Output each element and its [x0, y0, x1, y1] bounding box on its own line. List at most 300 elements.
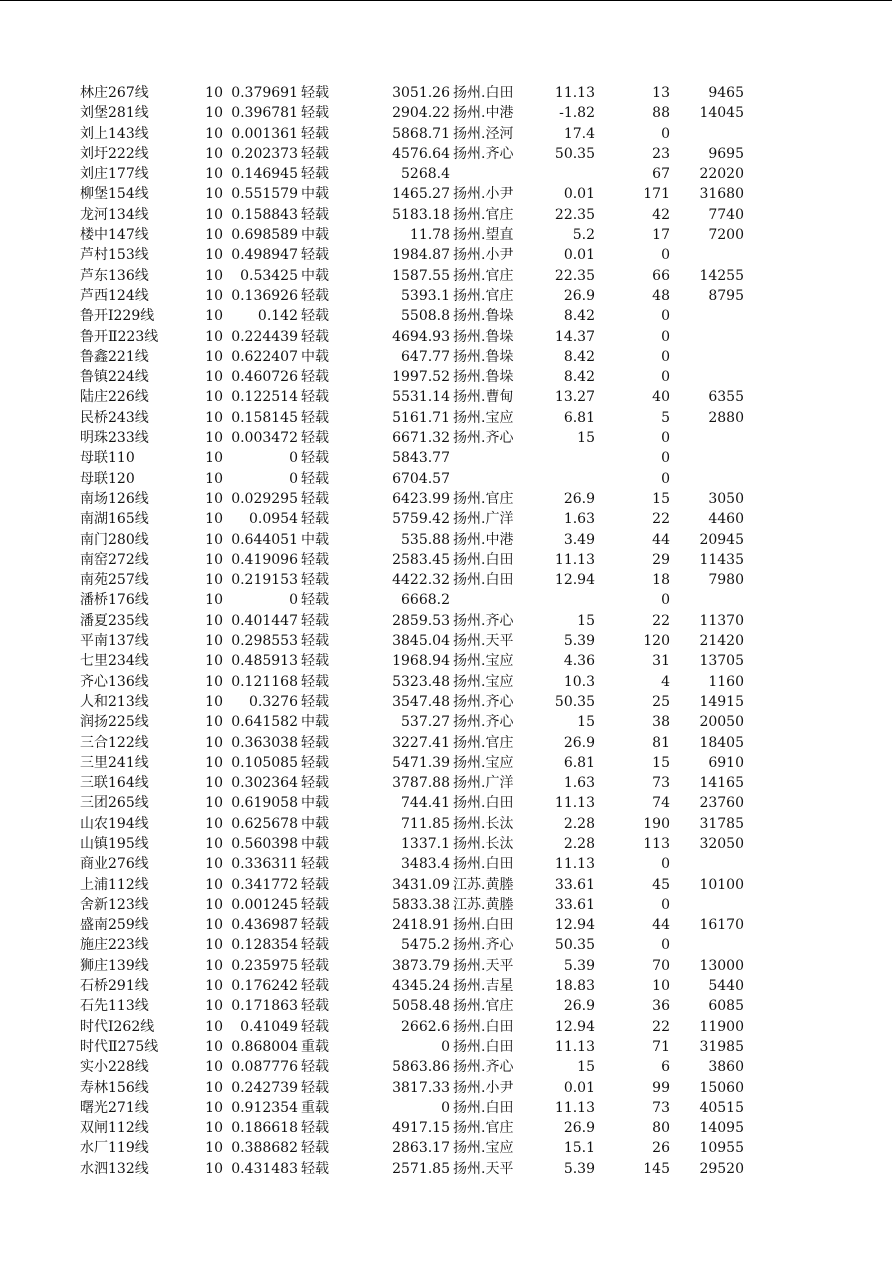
substation-cell: 扬州.官庄 [453, 490, 514, 507]
capacity-margin-cell: 4576.64 [392, 145, 450, 162]
load-status-cell: 轻载 [301, 247, 329, 264]
count-cell: 81 [652, 734, 670, 751]
substation-cell: 扬州.广洋 [453, 775, 514, 792]
substation-cell: 扬州.白田 [453, 85, 514, 101]
amount-cell: 11435 [699, 551, 744, 568]
amount-cell: 14045 [699, 105, 744, 122]
ratio-cell: 11.13 [554, 856, 595, 873]
ratio-cell: 5.39 [563, 957, 595, 974]
line-name-cell: 石桥291线 [80, 978, 149, 995]
load-status-cell: 重载 [301, 1038, 329, 1055]
load-status-cell: 轻载 [301, 125, 329, 142]
line-name-cell: 舍新123线 [80, 896, 149, 913]
count-cell: 113 [643, 835, 670, 852]
substation-cell: 扬州.鲁垛 [453, 328, 514, 345]
load-status-cell: 轻载 [301, 1018, 329, 1035]
voltage-cell: 10 [205, 754, 223, 771]
load-status-cell: 轻载 [301, 937, 329, 954]
load-rate-cell: 0.302364 [231, 775, 298, 792]
load-rate-cell: 0.379691 [231, 85, 298, 101]
line-name-cell: 时代Ⅰ262线 [80, 1018, 155, 1035]
load-status-cell: 轻载 [301, 978, 329, 995]
load-rate-cell: 0 [289, 470, 298, 487]
line-name-cell: 鲁镇224线 [80, 369, 149, 386]
substation-cell: 扬州.中港 [453, 105, 514, 122]
line-name-cell: 龙河134线 [80, 206, 149, 223]
load-status-cell: 轻载 [301, 592, 329, 609]
load-status-cell: 轻载 [301, 754, 329, 771]
load-status-cell: 轻载 [301, 389, 329, 406]
line-name-cell: 陆庄226线 [80, 389, 149, 406]
capacity-margin-cell: 4694.93 [392, 328, 450, 345]
load-status-cell: 轻载 [301, 85, 329, 101]
voltage-cell: 10 [205, 917, 223, 934]
load-rate-cell: 0.336311 [231, 856, 298, 873]
capacity-margin-cell: 535.88 [401, 531, 450, 548]
voltage-cell: 10 [205, 511, 223, 528]
top-border [0, 0, 892, 1]
line-name-cell: 民桥243线 [80, 409, 149, 426]
load-rate-cell: 0.912354 [231, 1099, 298, 1116]
capacity-margin-cell: 3547.48 [392, 693, 450, 710]
line-name-cell: 盛南259线 [80, 917, 149, 934]
count-cell: 5 [661, 409, 670, 426]
voltage-cell: 10 [205, 856, 223, 873]
ratio-cell: 15 [577, 612, 595, 629]
ratio-cell: 26.9 [563, 998, 595, 1015]
count-cell: 25 [652, 693, 670, 710]
voltage-cell: 10 [205, 490, 223, 507]
load-rate-cell: 0 [289, 450, 298, 467]
ratio-cell: 22.35 [554, 267, 595, 284]
count-cell: 99 [652, 1079, 670, 1096]
ratio-cell: 12.94 [554, 917, 595, 934]
count-cell: 0 [661, 896, 670, 913]
load-rate-cell: 0.298553 [231, 633, 298, 650]
line-name-cell: 南门280线 [80, 531, 149, 548]
line-name-cell: 施庄223线 [80, 937, 149, 954]
count-cell: 171 [643, 186, 670, 203]
substation-cell: 扬州.宝应 [453, 653, 514, 670]
ratio-cell: 50.35 [554, 937, 595, 954]
count-cell: 40 [652, 389, 670, 406]
load-rate-cell: 0.001361 [231, 125, 298, 142]
amount-cell: 2880 [708, 409, 744, 426]
voltage-cell: 10 [205, 531, 223, 548]
count-cell: 67 [652, 166, 670, 183]
load-rate-cell: 0.431483 [231, 1160, 298, 1177]
line-name-cell: 楼中147线 [80, 227, 149, 244]
line-name-cell: 南窑272线 [80, 551, 149, 568]
capacity-margin-cell: 6423.99 [392, 490, 450, 507]
load-rate-cell: 0.363038 [231, 734, 298, 751]
count-cell: 42 [652, 206, 670, 223]
amount-cell: 14165 [699, 775, 744, 792]
voltage-cell: 10 [205, 145, 223, 162]
load-status-cell: 中载 [301, 227, 329, 244]
substation-cell: 扬州.官庄 [453, 998, 514, 1015]
voltage-cell: 10 [205, 957, 223, 974]
voltage-cell: 10 [205, 206, 223, 223]
load-status-cell: 轻载 [301, 917, 329, 934]
load-status-cell: 轻载 [301, 693, 329, 710]
count-cell: 70 [652, 957, 670, 974]
ratio-cell: 2.28 [563, 835, 595, 852]
voltage-cell: 10 [205, 227, 223, 244]
count-cell: 22 [652, 612, 670, 629]
count-cell: 10 [652, 978, 670, 995]
voltage-cell: 10 [205, 1140, 223, 1157]
line-name-cell: 七里234线 [80, 653, 149, 670]
voltage-cell: 10 [205, 551, 223, 568]
substation-cell: 扬州.中港 [453, 531, 514, 548]
substation-cell: 扬州.齐心 [453, 145, 514, 162]
amount-cell: 10955 [699, 1140, 744, 1157]
amount-cell: 13705 [699, 653, 744, 670]
ratio-cell: 12.94 [554, 572, 595, 589]
line-name-cell: 人和213线 [80, 693, 149, 710]
count-cell: 0 [661, 470, 670, 487]
voltage-cell: 10 [205, 1160, 223, 1177]
ratio-cell: 2.28 [563, 815, 595, 832]
amount-cell: 29520 [699, 1160, 744, 1177]
substation-cell: 扬州.宝应 [453, 409, 514, 426]
load-status-cell: 中载 [301, 531, 329, 548]
load-status-cell: 中载 [301, 186, 329, 203]
ratio-cell: 26.9 [563, 734, 595, 751]
load-status-cell: 轻载 [301, 166, 329, 183]
load-rate-cell: 0.142 [257, 308, 298, 325]
ratio-cell: 50.35 [554, 693, 595, 710]
load-status-cell: 轻载 [301, 775, 329, 792]
ratio-cell: 5.39 [563, 633, 595, 650]
count-cell: 66 [652, 267, 670, 284]
load-status-cell: 轻载 [301, 673, 329, 690]
load-status-cell: 轻载 [301, 998, 329, 1015]
ratio-cell: 0.01 [563, 186, 595, 203]
line-name-cell: 山镇195线 [80, 835, 149, 852]
load-status-cell: 轻载 [301, 206, 329, 223]
capacity-margin-cell: 6704.57 [392, 470, 450, 487]
amount-cell: 31985 [699, 1038, 744, 1055]
substation-cell: 扬州.鲁垛 [453, 348, 514, 365]
count-cell: 88 [652, 105, 670, 122]
substation-cell: 扬州.白田 [453, 856, 514, 873]
load-rate-cell: 0.105085 [231, 754, 298, 771]
capacity-margin-cell: 5863.86 [392, 1059, 450, 1076]
count-cell: 45 [652, 876, 670, 893]
capacity-margin-cell: 2583.45 [392, 551, 450, 568]
ratio-cell: 33.61 [554, 876, 595, 893]
capacity-margin-cell: 5759.42 [392, 511, 450, 528]
substation-cell: 扬州.小尹 [453, 186, 514, 203]
load-status-cell: 轻载 [301, 896, 329, 913]
load-rate-cell: 0.087776 [231, 1059, 298, 1076]
voltage-cell: 10 [205, 937, 223, 954]
amount-cell: 31785 [699, 815, 744, 832]
load-status-cell: 轻载 [301, 876, 329, 893]
count-cell: 0 [661, 450, 670, 467]
substation-cell: 扬州.泾河 [453, 125, 514, 142]
ratio-cell: 50.35 [554, 145, 595, 162]
amount-cell: 16170 [699, 917, 744, 934]
substation-cell: 扬州.白田 [453, 1018, 514, 1035]
amount-cell: 15060 [699, 1079, 744, 1096]
line-name-cell: 刘堡281线 [80, 105, 149, 122]
load-status-cell: 轻载 [301, 490, 329, 507]
count-cell: 15 [652, 754, 670, 771]
count-cell: 80 [652, 1120, 670, 1137]
count-cell: 44 [652, 917, 670, 934]
count-cell: 17 [652, 227, 670, 244]
line-name-cell: 南苑257线 [80, 572, 149, 589]
capacity-margin-cell: 5508.8 [401, 308, 450, 325]
amount-cell: 11370 [699, 612, 744, 629]
substation-cell: 扬州.鲁垛 [453, 308, 514, 325]
voltage-cell: 10 [205, 795, 223, 812]
ratio-cell: 6.81 [563, 409, 595, 426]
substation-cell: 扬州.小尹 [453, 247, 514, 264]
load-status-cell: 中载 [301, 835, 329, 852]
amount-cell: 13000 [699, 957, 744, 974]
line-name-cell: 时代Ⅱ275线 [80, 1038, 159, 1055]
count-cell: 36 [652, 998, 670, 1015]
substation-cell: 扬州.白田 [453, 551, 514, 568]
line-name-cell: 水泗132线 [80, 1160, 149, 1177]
capacity-margin-cell: 3817.33 [392, 1079, 450, 1096]
voltage-cell: 10 [205, 612, 223, 629]
count-cell: 73 [652, 1099, 670, 1116]
load-status-cell: 轻载 [301, 1120, 329, 1137]
load-status-cell: 中载 [301, 714, 329, 731]
load-status-cell: 轻载 [301, 633, 329, 650]
amount-cell: 1160 [708, 673, 744, 690]
count-cell: 26 [652, 1140, 670, 1157]
line-name-cell: 商业276线 [80, 856, 149, 873]
substation-cell: 扬州.白田 [453, 1038, 514, 1055]
amount-cell: 21420 [699, 633, 744, 650]
voltage-cell: 10 [205, 734, 223, 751]
line-name-cell: 寿林156线 [80, 1079, 149, 1096]
ratio-cell: 15.1 [563, 1140, 595, 1157]
ratio-cell: 4.36 [563, 653, 595, 670]
voltage-cell: 10 [205, 714, 223, 731]
voltage-cell: 10 [205, 998, 223, 1015]
load-status-cell: 重载 [301, 1099, 329, 1116]
line-name-cell: 山农194线 [80, 815, 149, 832]
load-rate-cell: 0.341772 [231, 876, 298, 893]
substation-cell: 扬州.齐心 [453, 430, 514, 447]
capacity-margin-cell: 5843.77 [392, 450, 450, 467]
amount-cell: 14095 [699, 1120, 744, 1137]
ratio-cell: 0.01 [563, 1079, 595, 1096]
amount-cell: 23760 [699, 795, 744, 812]
substation-cell: 扬州.官庄 [453, 734, 514, 751]
line-name-cell: 刘上143线 [80, 125, 149, 142]
voltage-cell: 10 [205, 1099, 223, 1116]
capacity-margin-cell: 647.77 [401, 348, 450, 365]
count-cell: 23 [652, 145, 670, 162]
count-cell: 31 [652, 653, 670, 670]
line-name-cell: 上浦112线 [80, 876, 149, 893]
substation-cell: 扬州.齐心 [453, 714, 514, 731]
count-cell: 0 [661, 369, 670, 386]
count-cell: 44 [652, 531, 670, 548]
amount-cell: 18405 [699, 734, 744, 751]
count-cell: 13 [652, 85, 670, 101]
line-name-cell: 齐心136线 [80, 673, 149, 690]
ratio-cell: 13.27 [554, 389, 595, 406]
voltage-cell: 10 [205, 1038, 223, 1055]
load-rate-cell: 0.460726 [231, 369, 298, 386]
voltage-cell: 10 [205, 653, 223, 670]
voltage-cell: 10 [205, 775, 223, 792]
line-name-cell: 石先113线 [80, 998, 149, 1015]
load-rate-cell: 0.401447 [231, 612, 298, 629]
amount-cell: 20050 [699, 714, 744, 731]
ratio-cell: 26.9 [563, 1120, 595, 1137]
count-cell: 0 [661, 592, 670, 609]
substation-cell: 扬州.白田 [453, 572, 514, 589]
ratio-cell: 11.13 [554, 1038, 595, 1055]
count-cell: 22 [652, 1018, 670, 1035]
load-status-cell: 中载 [301, 795, 329, 812]
substation-cell: 扬州.长汰 [453, 815, 514, 832]
ratio-cell: 11.13 [554, 1099, 595, 1116]
voltage-cell: 10 [205, 348, 223, 365]
line-name-cell: 潘夏235线 [80, 612, 149, 629]
load-rate-cell: 0.003472 [231, 430, 298, 447]
substation-cell: 扬州.宝应 [453, 1140, 514, 1157]
count-cell: 73 [652, 775, 670, 792]
ratio-cell: 6.81 [563, 754, 595, 771]
capacity-margin-cell: 1587.55 [392, 267, 450, 284]
ratio-cell: 11.13 [554, 795, 595, 812]
capacity-margin-cell: 1465.27 [392, 186, 450, 203]
load-rate-cell: 0.868004 [231, 1038, 298, 1055]
substation-cell: 扬州.小尹 [453, 1079, 514, 1096]
voltage-cell: 10 [205, 430, 223, 447]
voltage-cell: 10 [205, 572, 223, 589]
ratio-cell: 12.94 [554, 1018, 595, 1035]
capacity-margin-cell: 5531.14 [392, 389, 450, 406]
amount-cell: 4460 [708, 511, 744, 528]
voltage-cell: 10 [205, 450, 223, 467]
capacity-margin-cell: 11.78 [409, 227, 450, 244]
count-cell: 0 [661, 328, 670, 345]
load-rate-cell: 0.436987 [231, 917, 298, 934]
substation-cell: 扬州.官庄 [453, 287, 514, 304]
substation-cell: 扬州.广洋 [453, 511, 514, 528]
line-name-cell: 芦村153线 [80, 247, 149, 264]
load-status-cell: 中载 [301, 267, 329, 284]
voltage-cell: 10 [205, 125, 223, 142]
voltage-cell: 10 [205, 105, 223, 122]
amount-cell: 6085 [708, 998, 744, 1015]
amount-cell: 14915 [699, 693, 744, 710]
count-cell: 38 [652, 714, 670, 731]
count-cell: 48 [652, 287, 670, 304]
voltage-cell: 10 [205, 186, 223, 203]
substation-cell: 扬州.齐心 [453, 937, 514, 954]
ratio-cell: 33.61 [554, 896, 595, 913]
substation-cell: 江苏.黄塍 [453, 876, 514, 893]
ratio-cell: -1.82 [559, 105, 595, 122]
capacity-margin-cell: 2662.6 [401, 1018, 450, 1035]
substation-cell: 扬州.天平 [453, 1160, 514, 1177]
load-rate-cell: 0.029295 [231, 490, 298, 507]
capacity-margin-cell: 4345.24 [392, 978, 450, 995]
ratio-cell: 11.13 [554, 551, 595, 568]
line-name-cell: 明珠233线 [80, 430, 149, 447]
line-name-cell: 双闸112线 [80, 1120, 149, 1137]
ratio-cell: 0.01 [563, 247, 595, 264]
voltage-cell: 10 [205, 633, 223, 650]
count-cell: 120 [643, 633, 670, 650]
line-name-cell: 三团265线 [80, 795, 149, 812]
ratio-cell: 5.2 [572, 227, 595, 244]
load-status-cell: 轻载 [301, 1059, 329, 1076]
capacity-margin-cell: 3051.26 [392, 85, 450, 101]
ratio-cell: 15 [577, 714, 595, 731]
ratio-cell: 15 [577, 430, 595, 447]
voltage-cell: 10 [205, 85, 223, 101]
voltage-cell: 10 [205, 267, 223, 284]
load-rate-cell: 0.498947 [231, 247, 298, 264]
line-name-cell: 鲁鑫221线 [80, 348, 149, 365]
load-status-cell: 轻载 [301, 369, 329, 386]
capacity-margin-cell: 2418.91 [392, 917, 450, 934]
load-status-cell: 中载 [301, 348, 329, 365]
line-name-cell: 实小228线 [80, 1059, 149, 1076]
capacity-margin-cell: 1337.1 [401, 835, 450, 852]
count-cell: 145 [643, 1160, 670, 1177]
line-name-cell: 水厂119线 [80, 1140, 149, 1157]
capacity-margin-cell: 2571.85 [392, 1160, 450, 1177]
line-name-cell: 狮庄139线 [80, 957, 149, 974]
capacity-margin-cell: 0 [441, 1099, 450, 1116]
load-rate-cell: 0.121168 [231, 673, 298, 690]
capacity-margin-cell: 5268.4 [401, 166, 450, 183]
count-cell: 0 [661, 348, 670, 365]
capacity-margin-cell: 5833.38 [392, 896, 450, 913]
count-cell: 0 [661, 308, 670, 325]
amount-cell: 6910 [708, 754, 744, 771]
load-rate-cell: 0.186618 [231, 1120, 298, 1137]
load-status-cell: 轻载 [301, 105, 329, 122]
line-name-cell: 南场126线 [80, 490, 149, 507]
capacity-margin-cell: 1997.52 [392, 369, 450, 386]
load-status-cell: 中载 [301, 815, 329, 832]
load-status-cell: 轻载 [301, 450, 329, 467]
ratio-cell: 17.4 [563, 125, 595, 142]
load-rate-cell: 0.128354 [231, 937, 298, 954]
capacity-margin-cell: 6668.2 [401, 592, 450, 609]
line-name-cell: 鲁开Ⅰ229线 [80, 308, 155, 325]
amount-cell: 22020 [699, 166, 744, 183]
line-name-cell: 三里241线 [80, 754, 149, 771]
capacity-margin-cell: 3431.09 [392, 876, 450, 893]
line-name-cell: 母联120 [80, 470, 135, 487]
load-status-cell: 轻载 [301, 328, 329, 345]
line-name-cell: 芦东136线 [80, 267, 149, 284]
load-rate-cell: 0.171863 [231, 998, 298, 1015]
line-name-cell: 平南137线 [80, 633, 149, 650]
line-name-cell: 柳堡154线 [80, 186, 149, 203]
count-cell: 71 [652, 1038, 670, 1055]
load-rate-cell: 0.41049 [240, 1018, 298, 1035]
load-rate-cell: 0.224439 [231, 328, 298, 345]
